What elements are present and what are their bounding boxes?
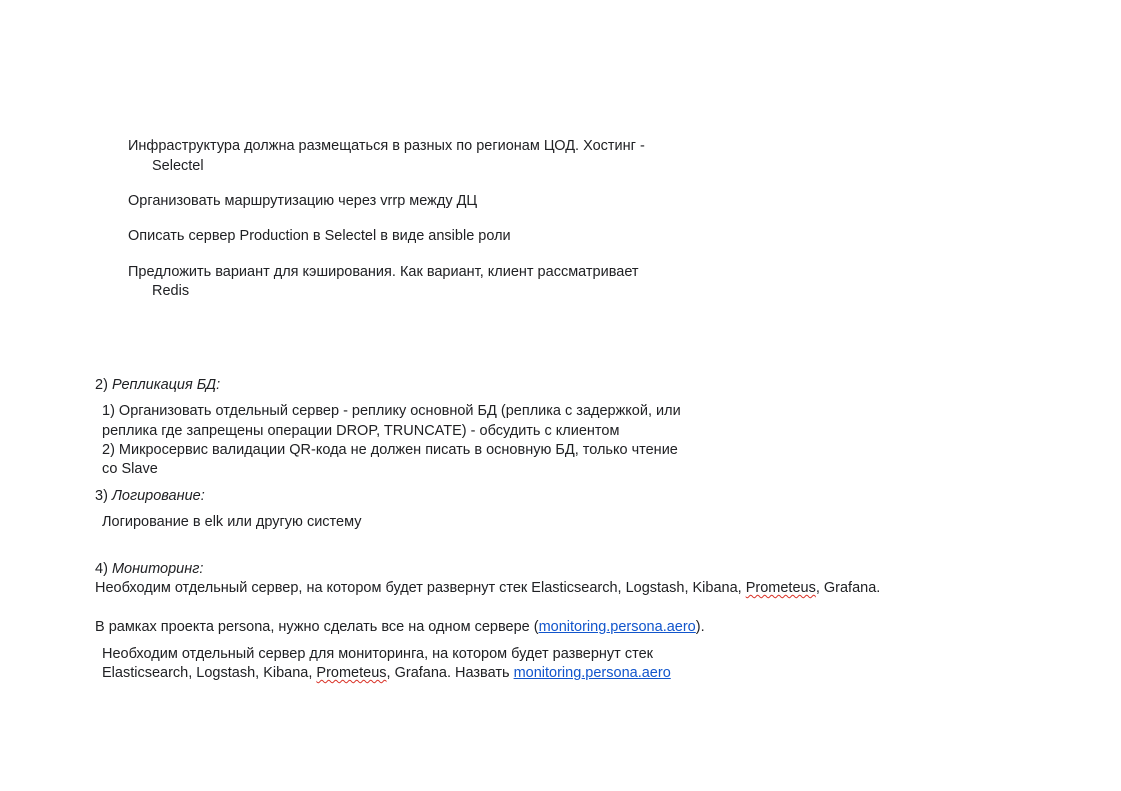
bullet-hosting-line2: Selectel — [152, 158, 204, 174]
monitoring-line2-text: В рамках проекта persona, нужно сделать все на одном сервере ( — [95, 619, 539, 635]
bullet-routing-line1: Организовать маршрутизацию через vrrp между ДЦ — [128, 193, 478, 209]
bullet-ansible-line1: Описать сервер Production в Selectel в виде ansible роли — [128, 228, 511, 244]
monitoring-line3: Необходим отдельный сервер для мониторинга, на котором будет развернут стек — [102, 646, 653, 662]
section-number: 4) — [95, 561, 108, 577]
monitoring-line4-mid: , Grafana. Назвать — [386, 665, 514, 681]
replication-item1-line1: 1) Организовать отдельный сервер - реплику основной БД (реплика с задержкой, или — [102, 403, 681, 419]
section-title: Репликация БД: — [111, 377, 221, 393]
section-logging-heading — [95, 487, 205, 505]
replication-item1-line2: реплика где запрещены операции DROP, TRUNCATE) - обсудить с клиентом — [102, 423, 620, 439]
logging-text: Логирование в elk или другую систему — [102, 514, 362, 530]
monitoring-link[interactable]: monitoring.persona.aero — [538, 619, 696, 635]
replication-item2-line1: 2) Микросервис валидации QR-кода не должен писать в основную БД, только чтение — [102, 442, 678, 458]
monitoring-line1 — [95, 579, 880, 597]
misspelled-word[interactable]: Prometeus — [745, 580, 816, 596]
bullet-caching-line2: Redis — [152, 283, 190, 299]
section-title: Логирование: — [111, 488, 205, 504]
monitoring-line4 — [102, 664, 671, 682]
monitoring-line1-tail: , Grafana. — [815, 580, 881, 596]
monitoring-line2 — [95, 618, 705, 636]
monitoring-line1-text: Необходим отдельный сервер, на котором будет развернут стек Elasticsearch, Logstash, Kibana, — [95, 580, 746, 596]
monitoring-link[interactable]: monitoring.persona.aero — [513, 665, 671, 681]
replication-item2-line2: со Slave — [102, 461, 158, 477]
section-number: 2) — [95, 377, 108, 393]
section-title: Мониторинг: — [111, 561, 204, 577]
bullet-hosting-line1: Инфраструктура должна размещаться в разных по регионам ЦОД. Хостинг - — [128, 138, 645, 154]
monitoring-line2-tail: ). — [695, 619, 705, 635]
section-replication-heading — [95, 376, 220, 394]
misspelled-word[interactable]: Prometeus — [316, 665, 387, 681]
bullet-caching-line1: Предложить вариант для кэширования. Как вариант, клиент рассматривает — [128, 264, 639, 280]
section-monitoring-heading — [95, 560, 203, 578]
section-number: 3) — [95, 488, 108, 504]
monitoring-line4-text: Elasticsearch, Logstash, Kibana, — [102, 665, 317, 681]
